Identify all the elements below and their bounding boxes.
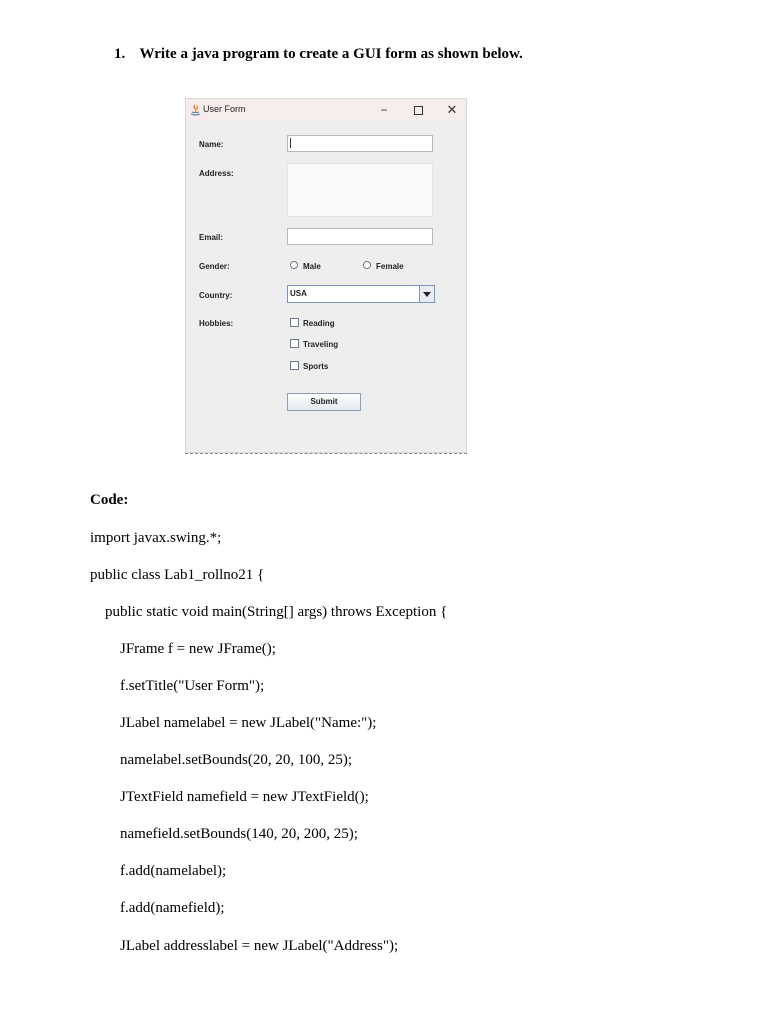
question-number: 1. (114, 46, 126, 62)
name-field (287, 135, 433, 152)
window-bottom-edge (185, 453, 467, 454)
minimize-button: − (380, 103, 388, 117)
country-select (287, 285, 435, 303)
user-form-window-screenshot (185, 98, 467, 453)
address-label: Address: (199, 169, 234, 178)
question-heading (114, 46, 523, 63)
code-line: namefield.setBounds(140, 20, 200, 25); (120, 826, 358, 842)
window-title: User Form (203, 104, 246, 114)
code-heading: Code: (90, 492, 129, 508)
email-field (287, 228, 433, 245)
radio-female (363, 261, 371, 269)
submit-button: Submit (287, 393, 361, 411)
checkbox-reading (290, 318, 299, 327)
code-line: f.add(namefield); (120, 900, 225, 916)
window-title-bar (186, 99, 466, 121)
checkbox-traveling (290, 339, 299, 348)
code-line: public class Lab1_rollno21 { (90, 567, 265, 583)
radio-male (290, 261, 298, 269)
checkbox-sports (290, 361, 299, 370)
code-line: namelabel.setBounds(20, 20, 100, 25); (120, 752, 353, 768)
gender-label: Gender: (199, 262, 230, 271)
country-label: Country: (199, 291, 233, 300)
question-text: Write a java program to create a GUI form as shown below. (139, 46, 523, 62)
chevron-down-icon (419, 286, 434, 302)
radio-male-label: Male (303, 262, 321, 271)
maximize-icon (414, 106, 423, 115)
text-caret (290, 138, 291, 148)
checkbox-sports-label: Sports (303, 362, 329, 371)
close-button: ✕ (446, 102, 458, 117)
code-line: import javax.swing.*; (90, 530, 222, 546)
code-line: f.add(namelabel); (120, 863, 227, 879)
checkbox-reading-label: Reading (303, 319, 335, 328)
code-line: JTextField namefield = new JTextField(); (120, 789, 369, 805)
email-label: Email: (199, 233, 224, 242)
name-label: Name: (199, 140, 224, 149)
code-line: public static void main(String[] args) throws Exception { (105, 604, 448, 620)
radio-female-label: Female (376, 262, 404, 271)
code-line: JLabel namelabel = new JLabel("Name:"); (120, 715, 377, 731)
code-line: JFrame f = new JFrame(); (120, 641, 276, 657)
code-line: JLabel addresslabel = new JLabel("Address"); (120, 938, 399, 954)
code-line: f.setTitle("User Form"); (120, 678, 265, 694)
maximize-button (409, 102, 427, 118)
java-icon (189, 104, 202, 116)
hobbies-label: Hobbies: (199, 319, 234, 328)
checkbox-traveling-label: Traveling (303, 340, 339, 349)
country-selected-value: USA (290, 289, 307, 298)
address-field (287, 163, 433, 217)
